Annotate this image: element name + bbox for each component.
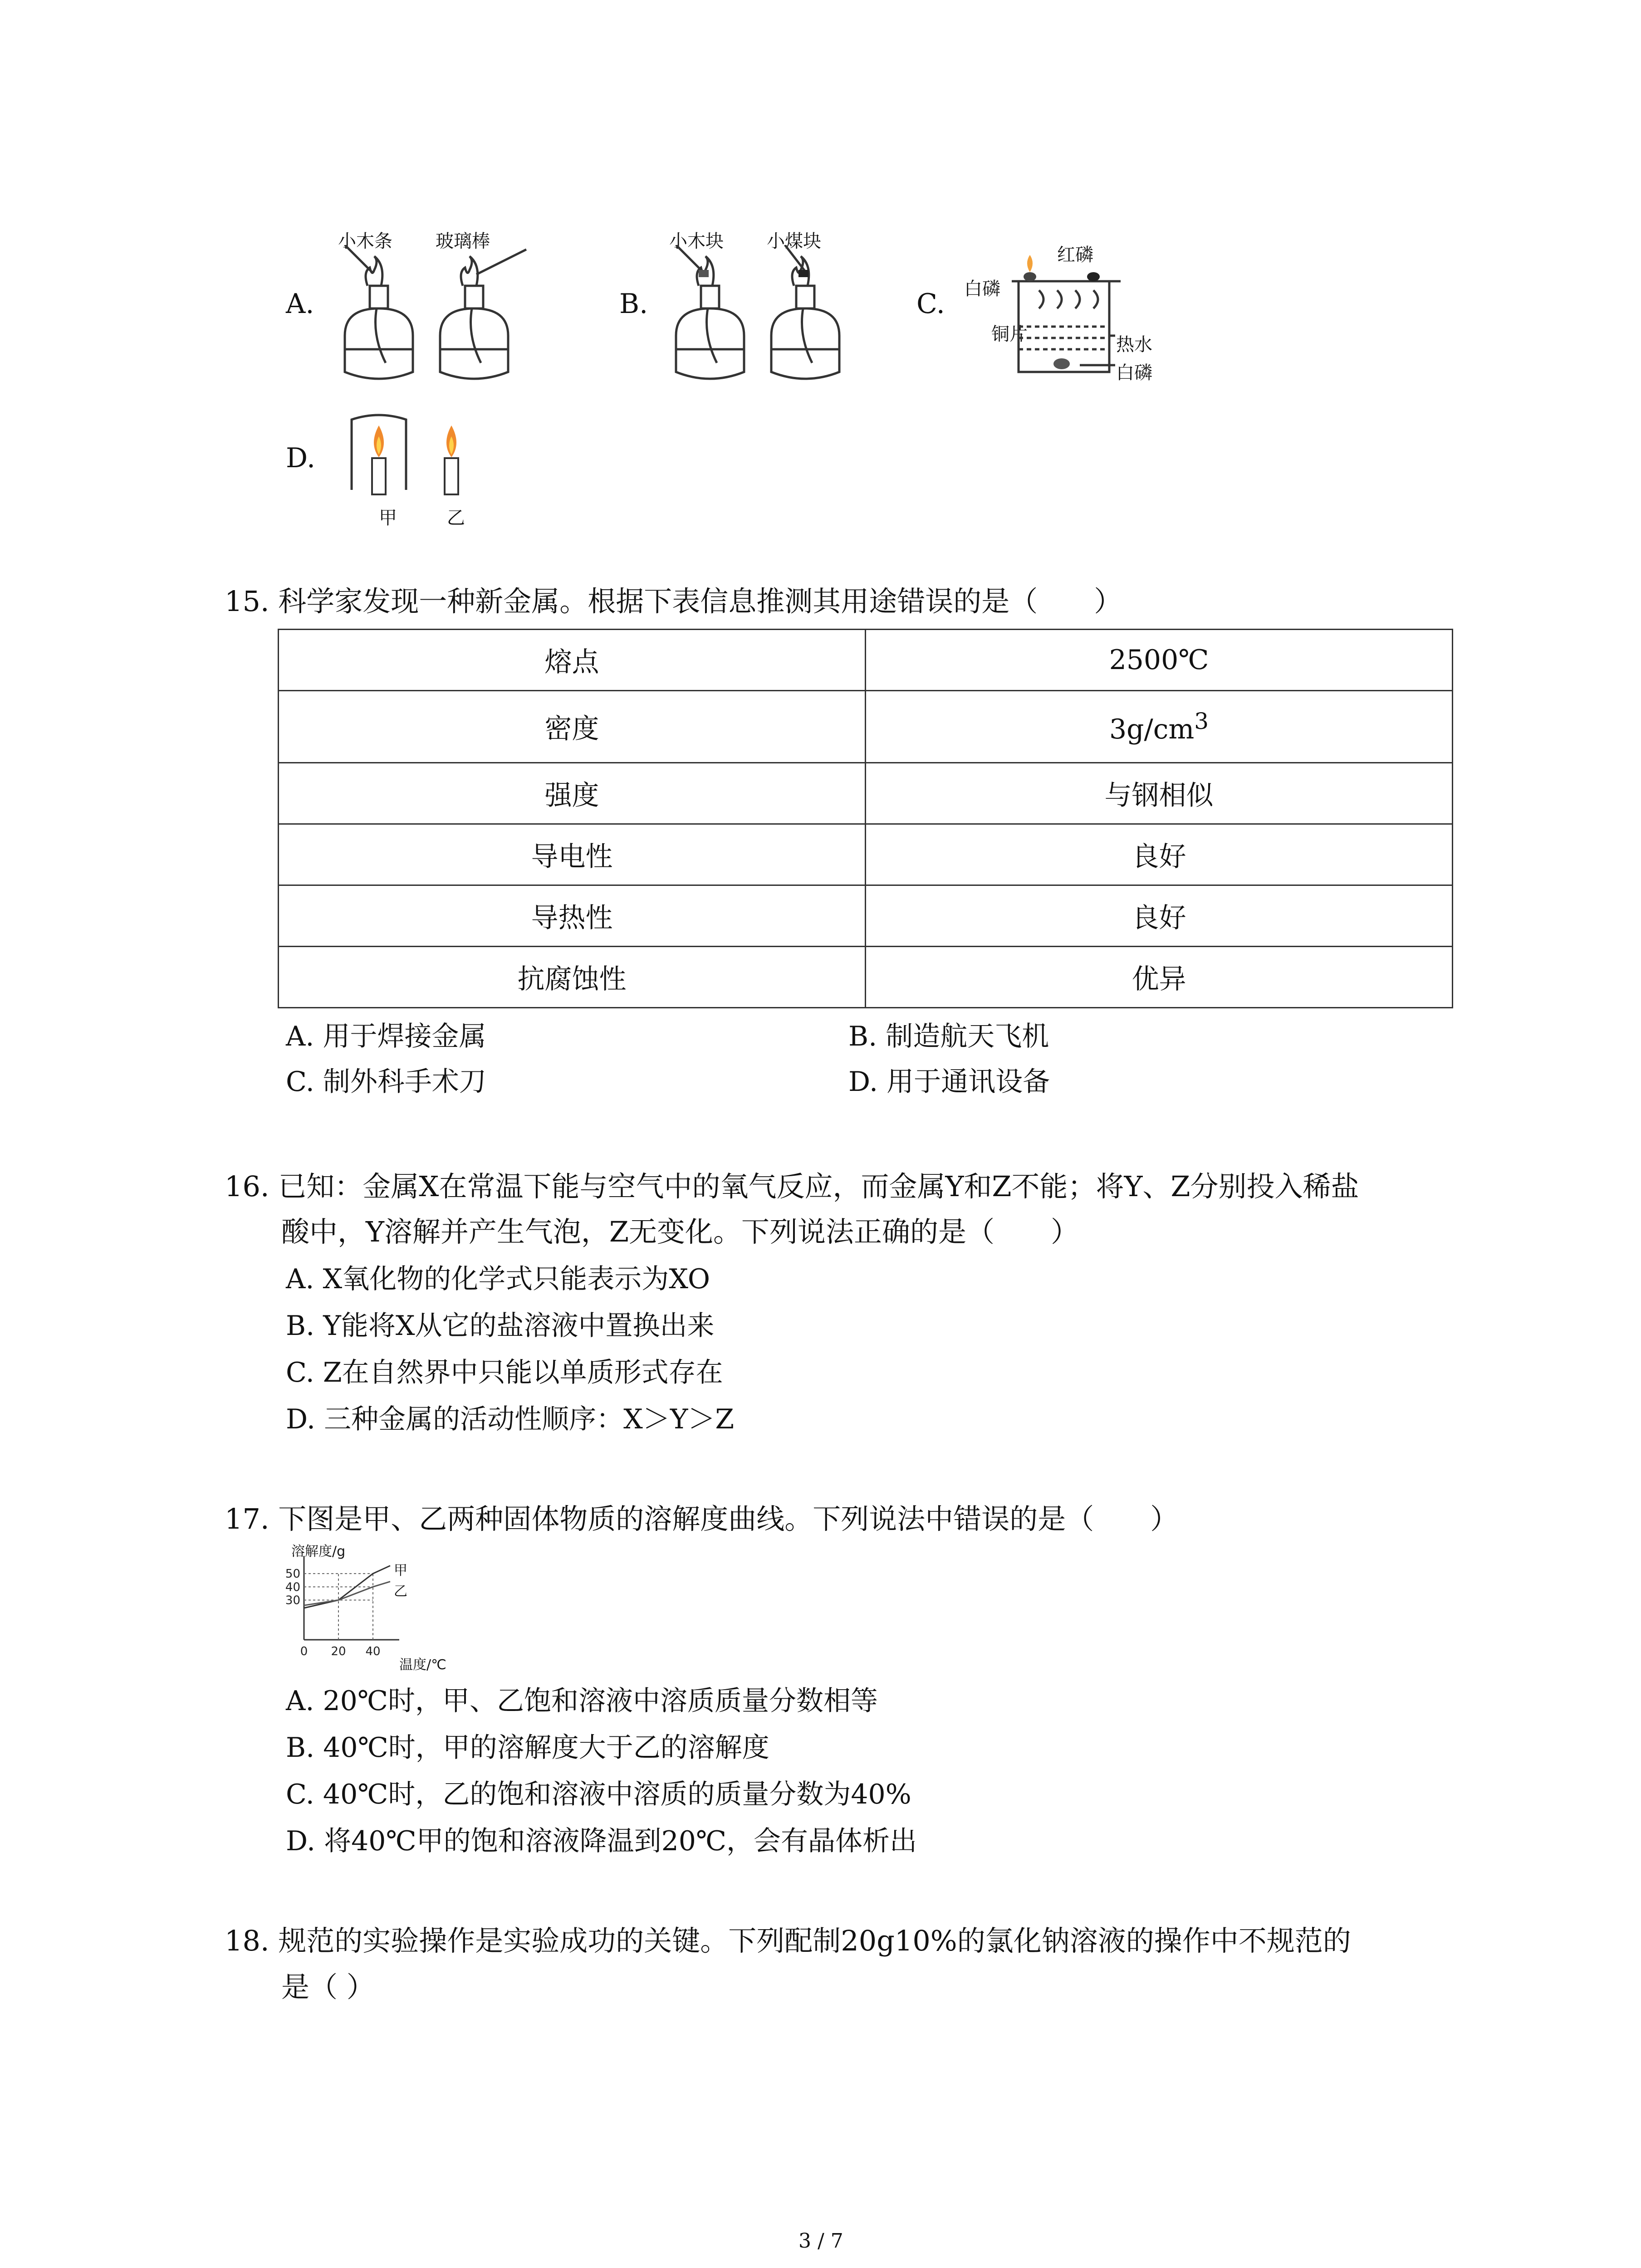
- table-cell-value: 与钢相似: [866, 763, 1453, 824]
- option-letter: B.: [619, 288, 648, 320]
- q17-option-a: A. 20℃时，甲、乙饱和溶液中溶质质量分数相等: [286, 1685, 878, 1717]
- table-row: [279, 691, 1453, 763]
- table-cell-value: 良好: [866, 885, 1453, 947]
- q17-option-d: D. 将40℃甲的饱和溶液降温到20℃，会有晶体析出: [286, 1825, 917, 1857]
- page-number: 3 / 7: [798, 2229, 843, 2253]
- candles-figure: [345, 408, 481, 499]
- table-row: [279, 630, 1453, 691]
- q15-stem: 15. 科学家发现一种新金属。根据下表信息推测其用途错误的是（ ）: [225, 585, 1122, 618]
- q15-option-d: D. 用于通讯设备: [848, 1066, 1050, 1098]
- x-tick-label: 0: [300, 1645, 308, 1658]
- label-wood-stick: 小木条: [338, 231, 392, 252]
- chart-ylabel: 溶解度/g: [291, 1544, 346, 1559]
- q15-option-a: A. 用于焊接金属: [286, 1021, 486, 1052]
- series-label-jia: 甲: [394, 1563, 407, 1579]
- y-tick-label: 30: [285, 1593, 300, 1608]
- q18-stem-line2: 是（ ）: [281, 1970, 375, 2004]
- label-wood-block: 小木块: [669, 231, 724, 252]
- x-tick-label: 40: [365, 1645, 381, 1658]
- label-glass-rod: 玻璃棒: [436, 231, 490, 252]
- table-cell-value: 良好: [866, 824, 1453, 885]
- option-letter: D.: [286, 442, 316, 474]
- table-cell-property: 熔点: [279, 630, 866, 691]
- label-red-phosphorus: 红磷: [1057, 244, 1093, 265]
- q16-stem-line2: 酸中，Y溶解并产生气泡，Z无变化。下列说法正确的是（ ）: [281, 1215, 1079, 1248]
- q16-option-c: C. Z在自然界中只能以单质形式存在: [286, 1357, 723, 1388]
- q16-stem-line1: 16. 已知：金属X在常温下能与空气中的氧气反应，而金属Y和Z不能；将Y、Z分别投入稀盐: [225, 1170, 1359, 1203]
- q15-option-c: C. 制外科手术刀: [286, 1066, 486, 1098]
- density-value: 3g/cm: [1109, 714, 1195, 745]
- solubility-chart: [281, 1540, 472, 1672]
- label-white-phosphorus-bottom: 白磷: [1116, 362, 1152, 383]
- y-tick-label: 40: [285, 1580, 300, 1594]
- table-cell-value: [866, 691, 1453, 763]
- option-letter: A.: [286, 288, 314, 320]
- q15-option-b: B. 制造航天飞机: [848, 1021, 1049, 1052]
- series-label-yi: 乙: [394, 1584, 407, 1599]
- x-tick-label: 20: [331, 1645, 346, 1658]
- table-cell-property: 密度: [279, 691, 866, 763]
- density-exponent: 3: [1194, 708, 1209, 734]
- q17-option-b: B. 40℃时，甲的溶解度大于乙的溶解度: [286, 1732, 769, 1764]
- label-yi: 乙: [447, 508, 465, 528]
- q16-option-b: B. Y能将X从它的盐溶液中置换出来: [286, 1310, 715, 1342]
- table-cell-property: 导电性: [279, 824, 866, 885]
- label-white-phosphorus-top: 白磷: [964, 279, 1000, 299]
- q17-stem: 17. 下图是甲、乙两种固体物质的溶解度曲线。下列说法中错误的是（ ）: [225, 1502, 1179, 1535]
- y-tick-label: 50: [285, 1567, 300, 1581]
- q17-option-c: C. 40℃时，乙的饱和溶液中溶质的质量分数为40%: [286, 1779, 911, 1810]
- q15-property-table: [278, 629, 1453, 1008]
- alcohol-lamps-figure-b: [667, 245, 867, 390]
- chart-xlabel: 温度/℃: [399, 1657, 446, 1673]
- table-row: [279, 947, 1453, 1008]
- label-jia: 甲: [379, 508, 397, 528]
- q16-option-a: A. X氧化物的化学式只能表示为XO: [286, 1263, 710, 1295]
- table-cell-value: 优异: [866, 947, 1453, 1008]
- q16-option-d: D. 三种金属的活动性顺序：X＞Y＞Z: [286, 1403, 735, 1435]
- label-coal-block: 小煤块: [767, 231, 821, 252]
- label-copper-sheet: 铜片: [991, 324, 1028, 345]
- beaker-phosphorus-figure: [1012, 254, 1121, 376]
- table-row: [279, 824, 1453, 885]
- table-cell-property: 导热性: [279, 885, 866, 947]
- option-letter: C.: [916, 288, 945, 320]
- table-cell-property: 强度: [279, 763, 866, 824]
- table-cell-property: 抗腐蚀性: [279, 947, 866, 1008]
- table-row: [279, 763, 1453, 824]
- table-row: [279, 885, 1453, 947]
- table-cell-value: 2500℃: [866, 630, 1453, 691]
- label-hot-water: 热水: [1116, 334, 1152, 355]
- alcohol-lamps-figure-a: [336, 245, 535, 390]
- q18-stem-line1: 18. 规范的实验操作是实验成功的关键。下列配制20g10%的氯化钠溶液的操作中不规范的: [225, 1924, 1351, 1957]
